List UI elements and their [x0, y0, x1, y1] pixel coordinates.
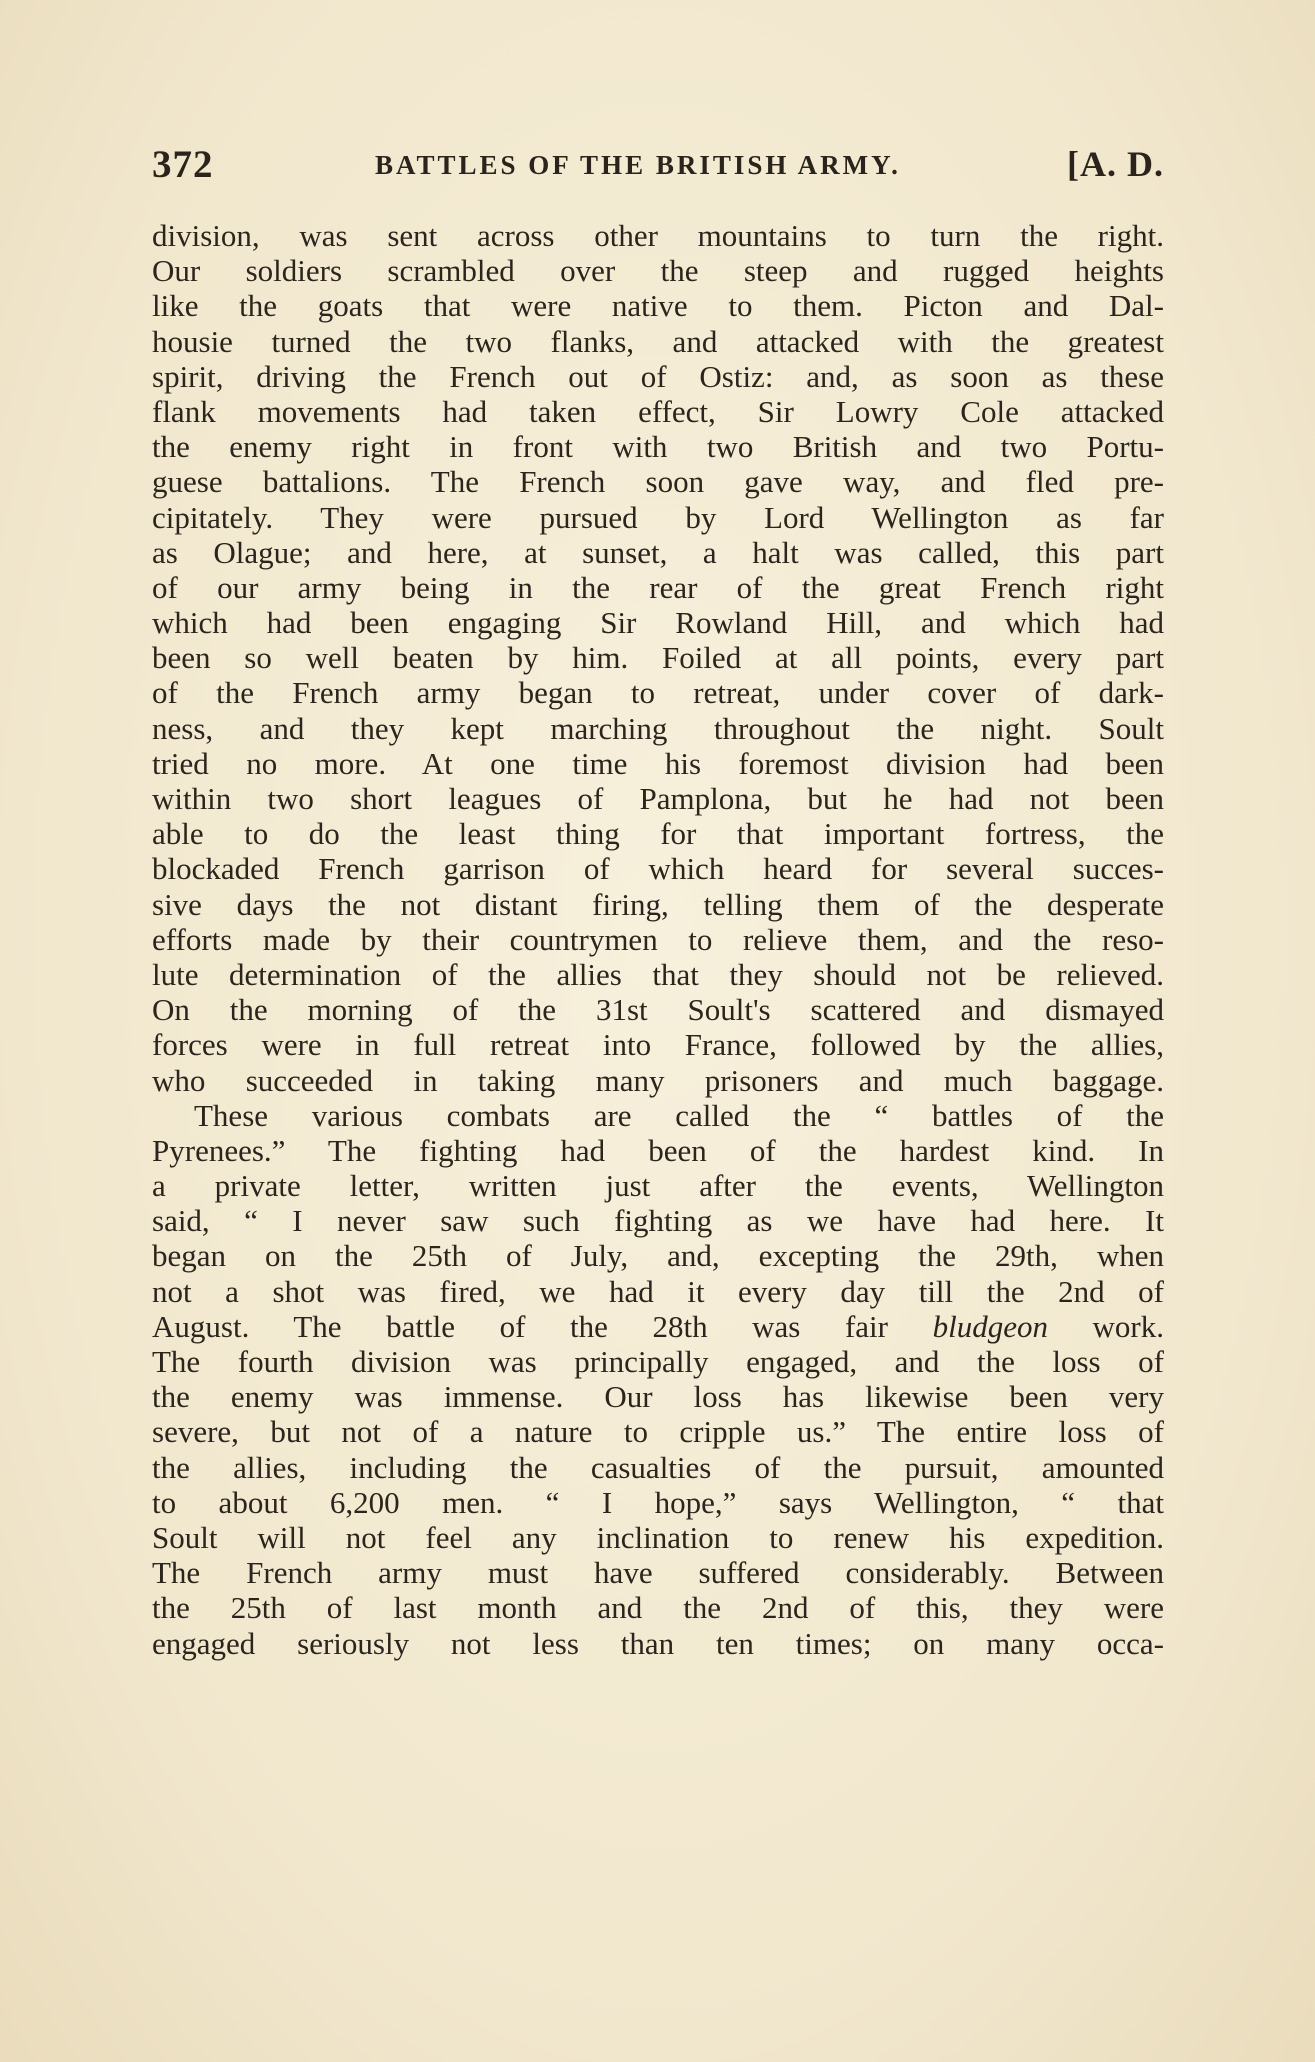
text-line: flank movements had taken effect, Sir Lowry Cole attacked [152, 393, 1164, 429]
text-line: tried no more. At one time his foremost division had been [152, 745, 1164, 781]
text-line: the allies, including the casualties of the pursuit, amounted [152, 1449, 1164, 1485]
text-line: housie turned the two flanks, and attacked with the greatest [152, 323, 1164, 359]
text-line: as Olague; and here, at sunset, a halt was called, this part [152, 534, 1164, 570]
text-line: a private letter, written just after the events, Wellington [152, 1168, 1164, 1204]
page-number: 372 [152, 143, 214, 186]
text-line: sive days the not distant firing, telling them of the desperate [152, 886, 1164, 922]
text-line: able to do the least thing for that important fortress, the [152, 816, 1164, 852]
text-line: forces were in full retreat into France, followed by the allies, [152, 1027, 1164, 1063]
text-line: severe, but not of a nature to cripple us.” The entire loss of [152, 1414, 1164, 1450]
text-line: Our soldiers scrambled over the steep and rugged heights [152, 253, 1164, 289]
text-line: cipitately. They were pursued by Lord Wellington as far [152, 499, 1164, 535]
text-line: blockaded French garrison of which heard for several succes- [152, 851, 1164, 887]
text-line: the enemy right in front with two British and two Portu- [152, 429, 1164, 465]
text-line: not a shot was fired, we had it every day till the 2nd of [152, 1273, 1164, 1309]
text-line: division, was sent across other mountains to turn the right. [152, 218, 1164, 253]
text-line: engaged seriously not less than ten times; on many occa- [152, 1625, 1164, 1661]
text-line: ness, and they kept marching throughout the night. Soult [152, 710, 1164, 746]
text-line: The fourth division was principally engaged, and the loss of [152, 1344, 1164, 1379]
text-line: guese battalions. The French soon gave way, and fled pre- [152, 464, 1164, 500]
text-line: On the morning of the 31st Soult's scattered and dismayed [152, 992, 1164, 1028]
text-line: said, “ I never saw such fighting as we have had here. It [152, 1203, 1164, 1239]
text-line: efforts made by their countrymen to relieve them, and the reso- [152, 921, 1164, 957]
text-line: The French army must have suffered considerably. Between [152, 1555, 1164, 1591]
running-title: BATTLES OF THE BRITISH ARMY. [375, 150, 901, 180]
line-segment: work. [1047, 1308, 1165, 1344]
text-line: lute determination of the allies that they should not be relieved. [152, 956, 1164, 992]
text-line: like the goats that were native to them. Picton and Dal- [152, 288, 1164, 324]
text-line: Pyrenees.” The fighting had been of the hardest kind. In [152, 1132, 1164, 1168]
text-line [152, 1309, 1164, 1344]
text-line: of the French army began to retreat, under cover of dark- [152, 675, 1164, 711]
text-line: who succeeded in taking many prisoners and much baggage. [152, 1062, 1164, 1098]
text-line: which had been engaging Sir Rowland Hill, and which had [152, 605, 1164, 641]
text-line: within two short leagues of Pamplona, but he had not been [152, 781, 1164, 816]
text-line: been so well beaten by him. Foiled at all points, every part [152, 640, 1164, 676]
italic-word: bludgeon [932, 1308, 1048, 1344]
text-line: the 25th of last month and the 2nd of this, they were [152, 1590, 1164, 1626]
text-line: the enemy was immense. Our loss has likewise been very [152, 1379, 1164, 1415]
text-line: to about 6,200 men. “ I hope,” says Wellington, “ that [152, 1484, 1164, 1520]
text-line: began on the 25th of July, and, excepting the 29th, when [152, 1238, 1164, 1274]
page-header [152, 142, 1164, 190]
text-line: of our army being in the rear of the great French right [152, 569, 1164, 605]
date-section-mark: [A. D. [1067, 144, 1164, 184]
body-text [152, 218, 1164, 1661]
paragraph-start-line: These various combats are called the “ battles of the [194, 1097, 1164, 1133]
line-segment: August. The battle of the 28th was fair [152, 1308, 933, 1344]
text-line: spirit, driving the French out of Ostiz: and, as soon as these [152, 358, 1164, 394]
text-line: Soult will not feel any inclination to renew his expedition. [152, 1519, 1164, 1555]
